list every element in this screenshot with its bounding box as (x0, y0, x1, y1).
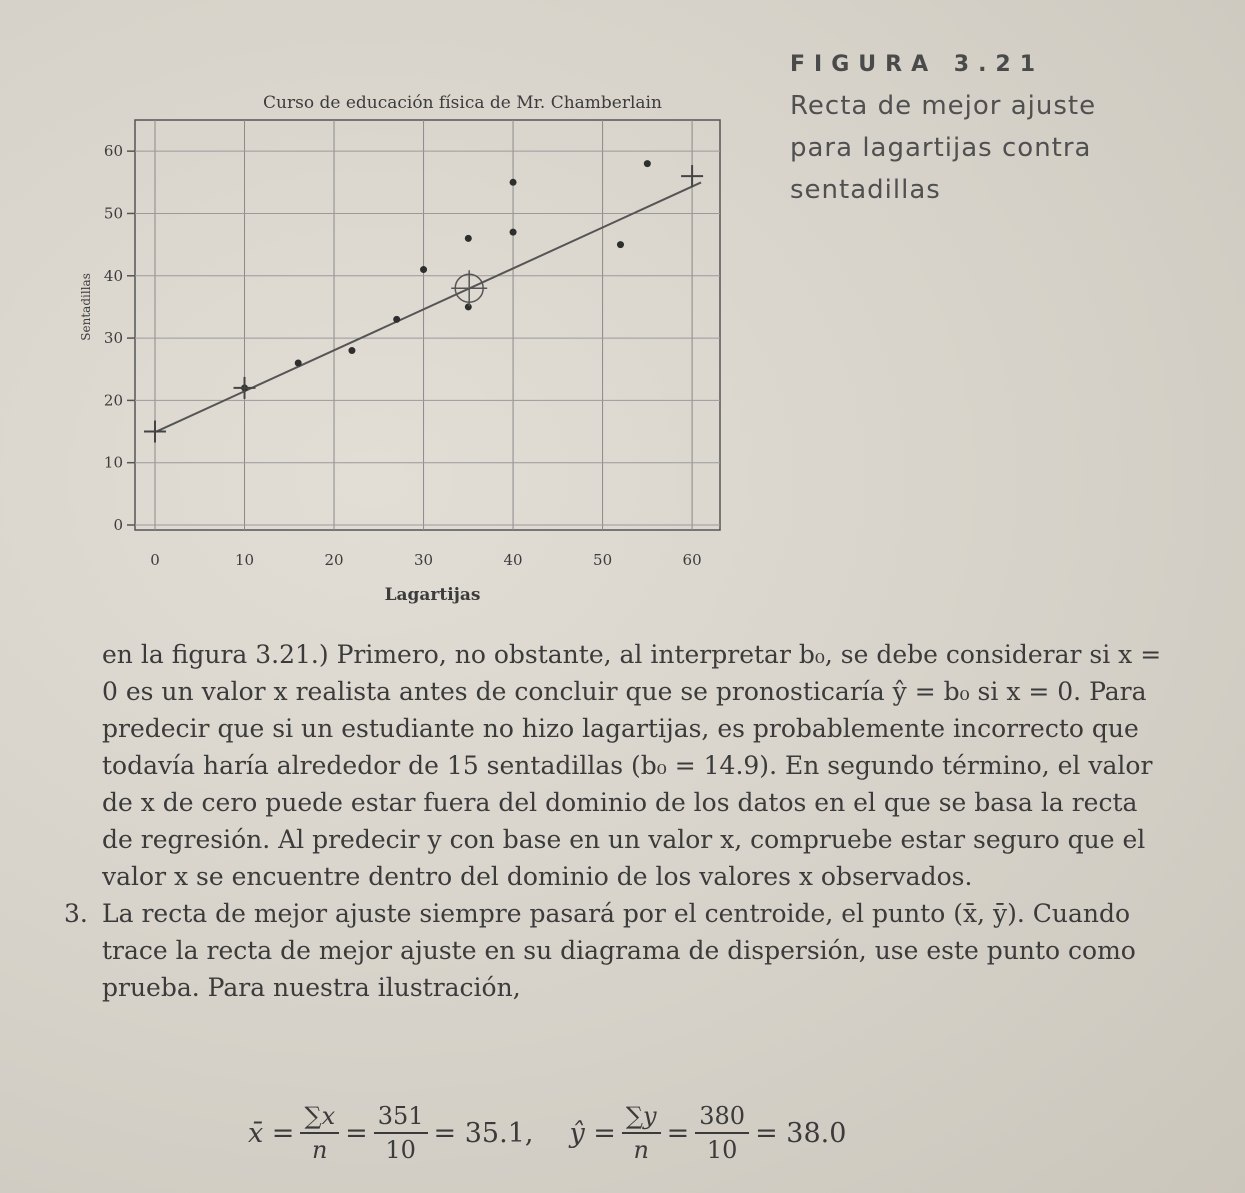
figure-caption (790, 52, 1210, 211)
x-tick-label: 50 (593, 551, 613, 569)
x-value-numerator: 351 (374, 1100, 428, 1134)
y-tick-label: 10 (103, 453, 123, 472)
x-value-fraction (374, 1100, 428, 1166)
data-point (644, 160, 651, 167)
list-item-number: 3. (64, 899, 88, 928)
data-point (420, 266, 427, 273)
data-point (465, 303, 472, 310)
data-point (510, 179, 517, 186)
x-tick-label: 10 (234, 551, 255, 569)
figure-label: FIGURA 3.21 (790, 52, 1045, 77)
scatter-chart (60, 70, 740, 630)
y-value-denominator: 10 (706, 1136, 738, 1164)
x-tick-label: 30 (414, 551, 434, 569)
chart-title: Curso de educación física de Mr. Chamberlain (263, 93, 662, 113)
regression-line (155, 182, 701, 432)
xbar-symbol: x̄ = (248, 1117, 295, 1149)
x-sum-fraction (300, 1100, 339, 1166)
list-item-text: La recta de mejor ajuste siempre pasará por el centroide, el punto (x̄, ȳ). Cuando trace la recta de mejor ajuste en su diagrama de dispersión, use este punto como prueba. Para nuestra ilustración, (102, 899, 1136, 1002)
equals-sign: = (666, 1117, 690, 1149)
x-sum-denominator: n (312, 1136, 328, 1164)
y-value-fraction (695, 1100, 749, 1166)
y-tick-label: 0 (113, 516, 123, 534)
x-sum-numerator: ∑x (300, 1100, 339, 1134)
y-result: = 38.0 (755, 1117, 847, 1149)
y-tick-label: 60 (103, 142, 123, 161)
list-item-3 (64, 895, 1162, 1006)
ybar-symbol: ŷ = (569, 1117, 616, 1149)
centroid-formula (248, 1100, 846, 1166)
y-sum-fraction (622, 1100, 661, 1166)
data-point (348, 347, 355, 354)
x-value-denominator: 10 (385, 1136, 416, 1164)
y-value-numerator: 380 (695, 1100, 749, 1134)
body-text (64, 636, 1162, 1006)
y-tick-label: 30 (103, 329, 123, 348)
paragraph-1: en la figura 3.21.) Primero, no obstante, al interpretar b₀, se debe considerar si x = 0 es un valor x realista antes de concluir que se pronosticaría ŷ = b₀ si x = 0. Para predecir que si un estudiante no hizo lagartijas, es probablemente incorrecto que todavía haría alrededor de 15 sentadillas (b₀ = 14.9). En segundo término, el valor de x de cero puede estar fuera del dominio de los datos en el que se basa la recta de regresión. Al predecir y con base en un valor x, compruebe estar seguro que el valor x se encuentre dentro del dominio de los valores x observados. (102, 640, 1162, 891)
y-sum-numerator: ∑y (622, 1100, 661, 1134)
data-point (510, 229, 517, 236)
x-tick-label: 40 (503, 551, 523, 569)
chart-y-label: Sentadillas (79, 273, 93, 341)
y-tick-label: 20 (103, 391, 123, 410)
chart-x-label: Lagartijas (384, 585, 481, 605)
y-sum-denominator: n (633, 1136, 649, 1164)
data-point (465, 235, 472, 242)
caption-line-1: Recta de mejor ajuste (790, 91, 1097, 121)
x-tick-label: 0 (150, 551, 160, 569)
x-tick-label: 60 (682, 551, 702, 569)
caption-line-3: sentadillas (790, 175, 941, 205)
x-result: = 35.1, (433, 1117, 534, 1149)
data-point (295, 360, 302, 367)
equals-sign: = (345, 1117, 368, 1149)
caption-line-2: para lagartijas contra (790, 133, 1092, 163)
y-tick-label: 40 (103, 266, 123, 285)
data-point (617, 241, 624, 248)
y-tick-label: 50 (103, 204, 123, 223)
x-tick-label: 20 (324, 551, 344, 569)
plot-frame (135, 120, 720, 530)
data-point (393, 316, 400, 323)
